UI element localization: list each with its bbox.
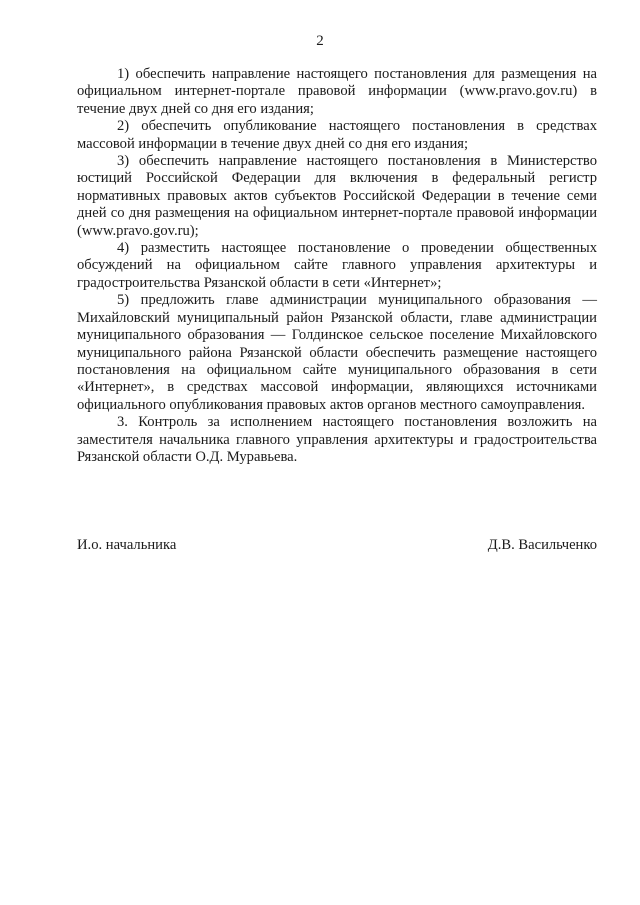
signature-block xyxy=(77,536,597,554)
paragraph-control: 3. Контроль за исполнением настоящего постановления возложить на заместителя начальника главного управления архитектуры и градостроительства Рязанской области О.Д. Муравьева. xyxy=(77,414,597,465)
paragraph-item-4: 4) разместить настоящее постановление о проведении общественных обсуждений на официальном сайте главного управления архитектуры и градостроительства Рязанской области в сети «Интернет»; xyxy=(77,240,597,291)
paragraph-item-3: 3) обеспечить направление настоящего постановления в Министерство юстиций Российской Федерации для включения в федеральный регистр нормативных правовых актов субъектов Российской Федерации в течение семи дней со дня размещения на официальном интернет-портале правовой информации (www.pravo.gov.ru); xyxy=(77,153,597,239)
signatory-position: И.о. начальника xyxy=(77,537,177,553)
paragraph-item-1: 1) обеспечить направление настоящего постановления для размещения на официальном интернет-портале правовой информации (www.pravo.gov.ru) в течение двух дней со дня его издания; xyxy=(77,66,597,117)
paragraph-item-2: 2) обеспечить опубликование настоящего постановления в средствах массовой информации в течение двух дней со дня его издания; xyxy=(77,118,597,152)
signatory-name: Д.В. Васильченко xyxy=(487,537,597,553)
document-body xyxy=(77,66,597,466)
paragraph-item-5: 5) предложить главе администрации муниципального образования — Михайловский муниципальный район Рязанской области, главе администрации муниципального образования — Голдинское сельское поселение Михайловского муниципального района Рязанской области обеспечить размещение настоящего постановления на официальном сайте муниципального образования в сети «Интернет», в средствах массовой информации, являющихся источниками официального опубликования правовых актов органов местного самоуправления. xyxy=(77,292,597,413)
page-number: 2 xyxy=(316,33,324,49)
